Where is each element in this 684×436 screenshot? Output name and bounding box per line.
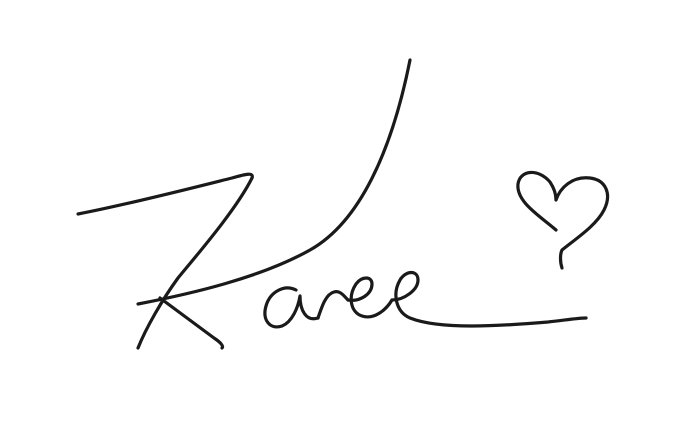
signature-letter-e-second <box>392 273 586 327</box>
signature-letter-a <box>265 288 318 327</box>
heart-doodle-icon <box>518 172 608 268</box>
signature-k-leg-stroke <box>160 298 223 348</box>
signature-k-top-stroke <box>78 174 252 214</box>
signature-letter-e-first <box>348 278 392 317</box>
signature-k-flourish-stroke <box>138 60 410 304</box>
signature-letter-r <box>318 292 348 318</box>
